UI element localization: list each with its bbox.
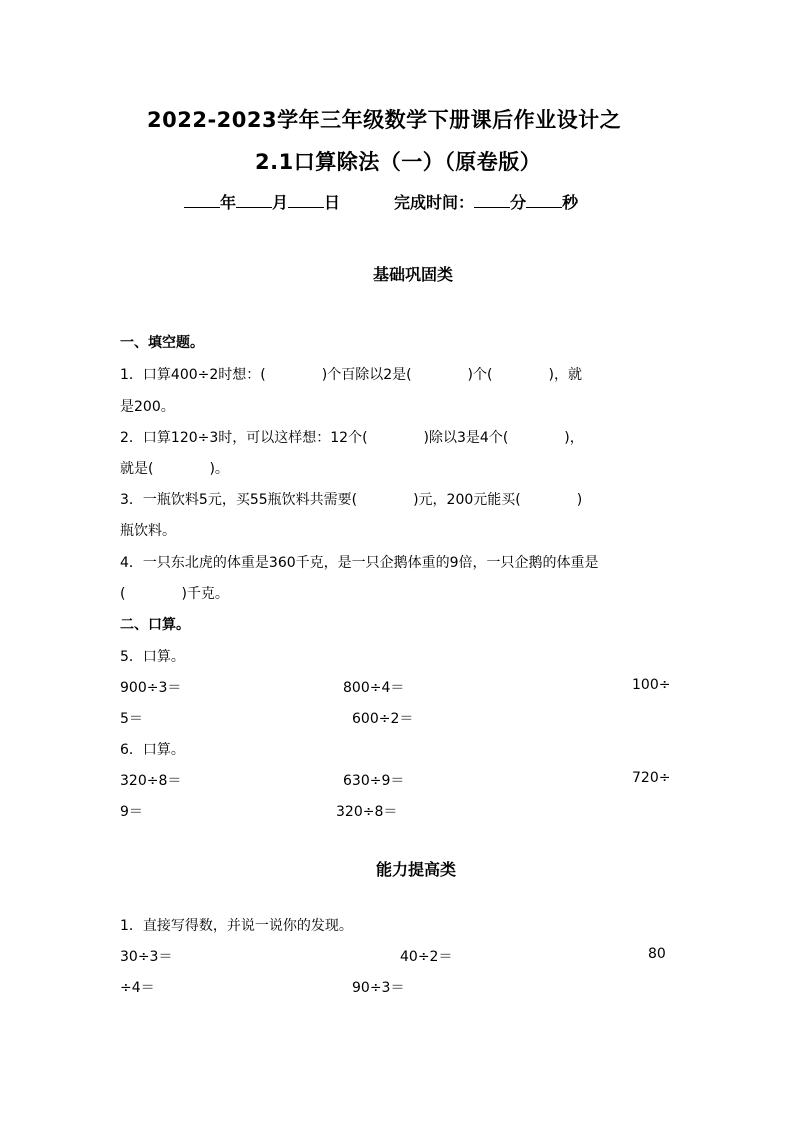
- year-label: 年: [220, 193, 237, 212]
- question-2-line-1: 2．口算120÷3时，可以这样想：12个( )除以3是4个( )，: [120, 430, 584, 446]
- month-blank[interactable]: [236, 193, 272, 208]
- q6-item-2: 630÷9＝: [343, 773, 405, 789]
- month-label: 月: [272, 193, 289, 212]
- title-line-1: 2022-2023学年三年级数学下册课后作业设计之: [147, 108, 622, 132]
- seconds-label: 秒: [562, 193, 579, 212]
- q5-item-4: 600÷2＝: [352, 711, 414, 727]
- adv-q1-item-2: 40÷2＝: [400, 949, 453, 965]
- question-1-line-2: 是200。: [120, 399, 175, 415]
- question-6-label: 6．口算。: [120, 742, 185, 758]
- q5-item-1: 900÷3＝: [120, 680, 182, 696]
- section-heading-basic: 基础巩固类: [373, 265, 454, 284]
- adv-q1-item-3: 80: [648, 946, 666, 962]
- question-3-line-2: 瓶饮料。: [120, 523, 176, 539]
- question-1-line-1: 1．口算400÷2时想：( )个百除以2是( )个( )，就: [120, 367, 582, 383]
- day-blank[interactable]: [288, 193, 324, 208]
- question-5-label: 5．口算。: [120, 649, 185, 665]
- q6-item-4: 320÷8＝: [336, 804, 398, 820]
- q6-item-3-cont: 9＝: [120, 804, 143, 820]
- part1-heading: 一、填空题。: [120, 335, 204, 351]
- question-3-line-1: 3．一瓶饮料5元，买55瓶饮料共需要( )元，200元能买( ): [120, 492, 583, 508]
- q6-item-3: 720÷: [632, 770, 671, 786]
- q6-item-1: 320÷8＝: [120, 773, 182, 789]
- seconds-blank[interactable]: [526, 193, 562, 208]
- day-label: 日: [324, 193, 341, 212]
- minutes-blank[interactable]: [474, 193, 510, 208]
- minutes-label: 分: [510, 193, 527, 212]
- question-4-line-1: 4．一只东北虎的体重是360千克，是一只企鹅体重的9倍，一只企鹅的体重是: [120, 555, 599, 571]
- q5-item-3-cont: 5＝: [120, 711, 143, 727]
- question-4-line-2: ( )千克。: [120, 586, 229, 602]
- section-heading-advanced: 能力提高类: [376, 860, 457, 879]
- part2-heading: 二、口算。: [120, 617, 190, 633]
- date-time-line: [184, 190, 578, 213]
- q5-item-2: 800÷4＝: [343, 680, 405, 696]
- question-2-line-2: 就是( )。: [120, 461, 229, 477]
- advanced-question-1-label: 1．直接写得数，并说一说你的发现。: [120, 918, 353, 934]
- title-line-2: 2.1口算除法（一）（原卷版）: [255, 150, 542, 174]
- adv-q1-item-1: 30÷3＝: [120, 949, 173, 965]
- year-blank[interactable]: [184, 193, 220, 208]
- q5-item-3: 100÷: [632, 677, 671, 693]
- time-label: 完成时间：: [394, 193, 475, 212]
- adv-q1-item-4: 90÷3＝: [352, 980, 405, 996]
- adv-q1-item-3-cont: ÷4＝: [120, 980, 155, 996]
